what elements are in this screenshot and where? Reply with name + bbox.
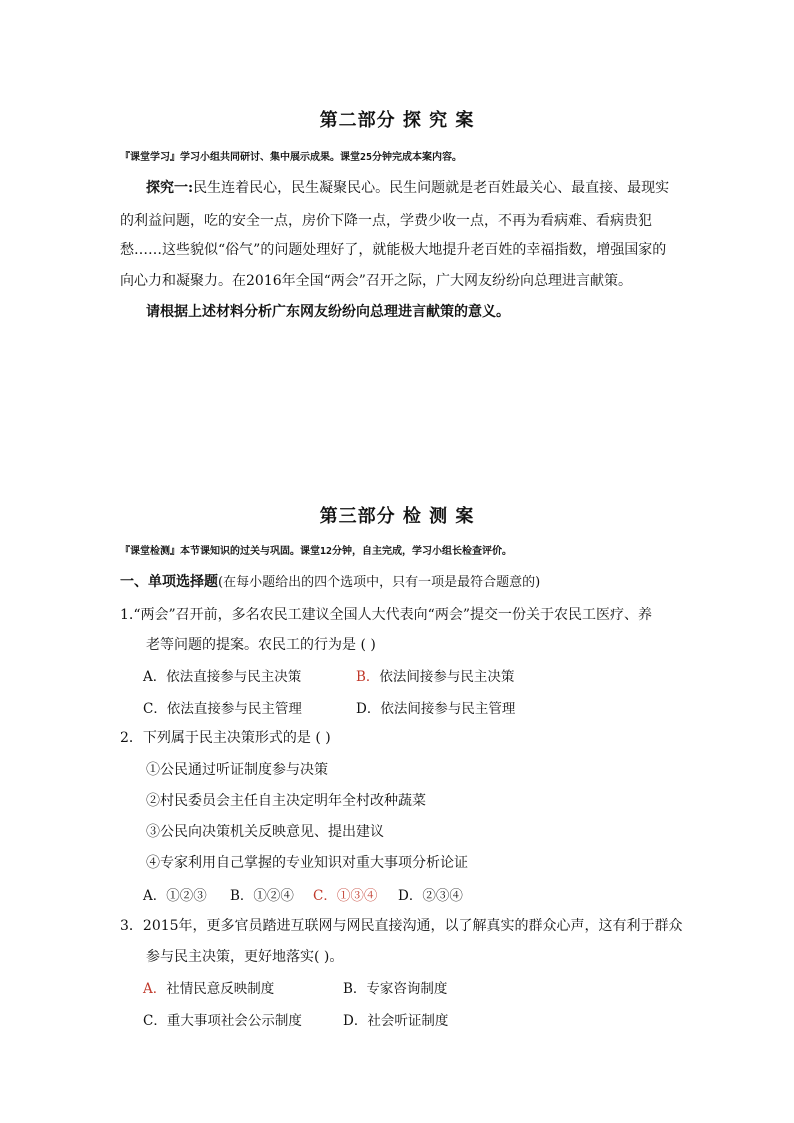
explore-label: 探究一: xyxy=(146,180,194,196)
q1-stem-line-1: 1.“两会”召开前，多名农民工建议全国人大代表向“两会”提交一份关于农民工医疗、养 xyxy=(120,607,652,623)
q2-item-3: ③公民向决策机关反映意见、提出建议 xyxy=(146,824,384,840)
q3-option-d: D．社会听证制度 xyxy=(343,1013,449,1029)
part3-note: 『课堂检测』本节课知识的过关与巩固。课堂12分钟，自主完成，学习小组长检查评价。 xyxy=(120,546,513,557)
q1-option-b xyxy=(356,665,514,685)
explore-paragraph-line-2: 的利益问题，吃的安全一点，房价下降一点，学费少收一点，不再为看病难、看病贵犯 xyxy=(120,213,652,229)
q1-option-b-text: 依法间接参与民主决策 xyxy=(379,669,515,685)
explore-question: 请根据上述材料分析广东网友纷纷向总理进言献策的意义。 xyxy=(146,304,510,320)
section-label: 一、单项选择题 xyxy=(120,574,218,590)
q3-option-a xyxy=(143,977,274,997)
q1-stem-line-2: 老等问题的提案。农民工的行为是 ( ) xyxy=(146,637,376,653)
q1-option-d: D．依法间接参与民主管理 xyxy=(356,701,516,717)
q2-option-d: D．②③④ xyxy=(398,888,463,904)
part2-title: 第二部分 探 究 案 xyxy=(319,110,475,131)
q1-option-c: C．依法直接参与民主管理 xyxy=(143,701,302,717)
q3-stem-line-2: 参与民主决策，更好地落实( )。 xyxy=(146,949,344,965)
q2-option-a: A．①②③ xyxy=(143,888,207,904)
explore-text-1: 民生连着民心，民生凝聚民心。民生问题就是老百姓最关心、最直接、最现实 xyxy=(193,180,670,196)
q1-option-a: A．依法直接参与民主决策 xyxy=(143,669,302,685)
q3-option-a-text: 社情民意反映制度 xyxy=(166,981,275,997)
q2-item-1: ①公民通过听证制度参与决策 xyxy=(146,762,328,778)
q2-option-b: B．①②④ xyxy=(230,888,294,904)
section-heading xyxy=(120,571,680,591)
q2-item-2: ②村民委员会主任自主决定明年全村改种蔬菜 xyxy=(146,793,426,809)
explore-paragraph-line-1 xyxy=(146,177,706,197)
q3-stem-line-1: 3．2015年，更多官员踏进互联网与网民直接沟通，以了解真实的群众心声，这有利于群众 xyxy=(120,918,683,934)
q3-option-b: B．专家咨询制度 xyxy=(343,981,448,997)
part3-title: 第三部分 检 测 案 xyxy=(319,506,475,527)
explore-paragraph-line-3: 愁……这些貌似“俗气”的问题处理好了，就能极大地提升老百姓的幸福指数，增强国家的 xyxy=(120,242,667,258)
q2-stem: 2．下列属于民主决策形式的是 ( ) xyxy=(120,730,331,746)
part2-note: 『课堂学习』学习小组共同研讨、集中展示成果。课堂25分钟完成本案内容。 xyxy=(120,152,463,163)
explore-paragraph-line-4: 向心力和凝聚力。在2016年全国“两会”召开之际，广大网友纷纷向总理进言献策。 xyxy=(120,273,632,289)
q2-option-c: C．①③④ xyxy=(313,888,378,904)
q3-option-c: C．重大事项社会公示制度 xyxy=(143,1013,302,1029)
q2-item-4: ④专家利用自己掌握的专业知识对重大事项分析论证 xyxy=(146,855,468,871)
q3-option-a-letter: A． xyxy=(143,981,167,997)
section-hint: (在每小题给出的四个选项中，只有一项是最符合题意的) xyxy=(218,575,541,590)
q1-option-b-letter: B． xyxy=(356,669,380,685)
